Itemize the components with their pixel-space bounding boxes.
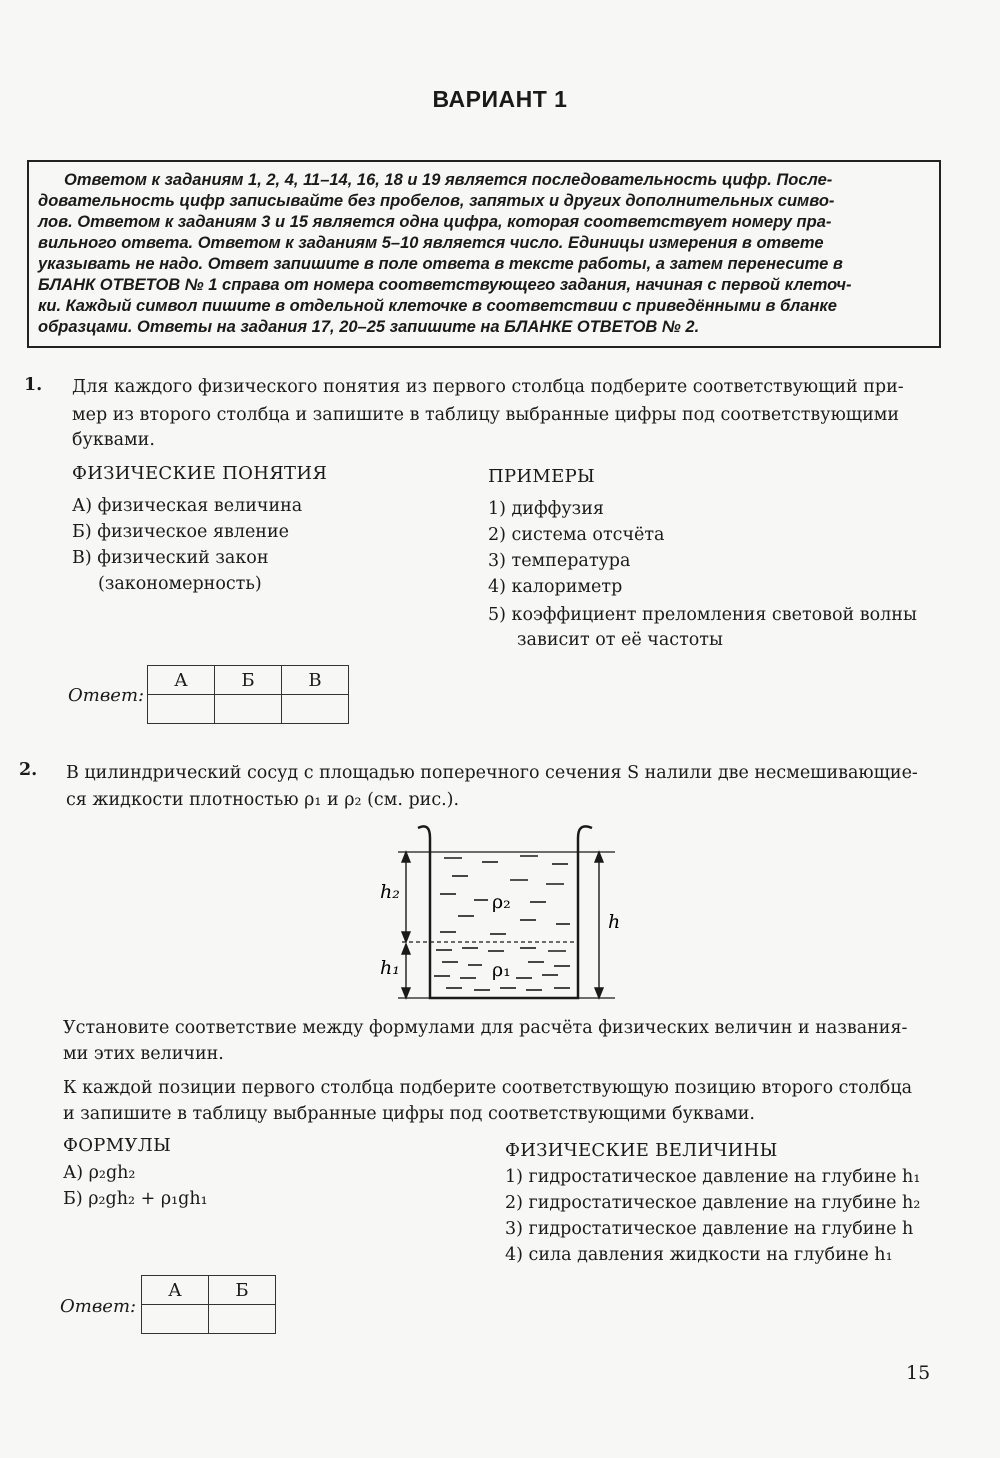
example-item: зависит от её частоты bbox=[517, 630, 723, 650]
answer-column-header: А bbox=[148, 666, 215, 695]
task-1-number: 1. bbox=[24, 375, 43, 395]
task-1-left-header: ФИЗИЧЕСКИЕ ПОНЯТИЯ bbox=[72, 463, 328, 484]
task-2-answer-table bbox=[141, 1275, 276, 1334]
answer-cell[interactable] bbox=[142, 1305, 209, 1334]
instructions-line: указывать не надо. Ответ запишите в поле ответа в тексте работы, а затем перенесите в bbox=[38, 255, 843, 273]
instructions-line: образцами. Ответы на задания 17, 20–25 запишите на БЛАНКЕ ОТВЕТОВ № 2. bbox=[38, 318, 700, 336]
instructions-line: довательность цифр записывайте без пробелов, запятых и других дополнительных симво- bbox=[38, 192, 835, 210]
answer-cell[interactable] bbox=[148, 695, 215, 724]
task-2-right-header: ФИЗИЧЕСКИЕ ВЕЛИЧИНЫ bbox=[505, 1140, 778, 1161]
rho2-label: ρ₂ bbox=[492, 891, 511, 913]
task-1-right-header: ПРИМЕРЫ bbox=[488, 466, 595, 487]
formula-item: А) ρ₂gh₂ bbox=[63, 1163, 136, 1183]
quantity-item: 3) гидростатическое давление на глубине h bbox=[505, 1219, 914, 1239]
task-1-text: мер из второго столбца и запишите в таблицу выбранные цифры под соответствующими bbox=[72, 405, 900, 425]
page-title: ВАРИАНТ 1 bbox=[432, 86, 568, 112]
vessel-diagram bbox=[370, 820, 640, 1010]
task-2-instruction: и запишите в таблицу выбранные цифры под соответствующими буквами. bbox=[63, 1104, 755, 1124]
task-1-answer-label: Ответ: bbox=[68, 685, 145, 706]
answer-cell[interactable] bbox=[215, 695, 282, 724]
formula-item: Б) ρ₂gh₂ + ρ₁gh₁ bbox=[63, 1189, 208, 1209]
quantity-item: 2) гидростатическое давление на глубине h₂ bbox=[505, 1193, 921, 1213]
rho1-label: ρ₁ bbox=[492, 959, 511, 981]
task-1-text: буквами. bbox=[72, 430, 155, 450]
instructions-line: Ответом к заданиям 1, 2, 4, 11–14, 16, 18 и 19 является последовательность цифр. После- bbox=[64, 171, 833, 189]
instructions-line: ки. Каждый символ пишите в отдельной клеточке в соответствии с приведёнными в бланке bbox=[38, 297, 837, 315]
answer-column-header: А bbox=[142, 1276, 209, 1305]
example-item: 4) калориметр bbox=[488, 577, 623, 597]
instructions-line: лов. Ответом к заданиям 3 и 15 является одна цифра, которая соответствует номеру пра- bbox=[38, 213, 832, 231]
task-2-left-header: ФОРМУЛЫ bbox=[63, 1135, 172, 1156]
task-2-answer-label: Ответ: bbox=[60, 1296, 137, 1317]
task-2-match-text: Установите соответствие между формулами для расчёта физических величин и названия- bbox=[63, 1018, 908, 1038]
example-item: 5) коэффициент преломления световой волны bbox=[488, 605, 917, 625]
task-2-intro: В цилиндрический сосуд с площадью поперечного сечения S налили две несмешивающие- bbox=[66, 763, 918, 783]
quantity-item: 1) гидростатическое давление на глубине h₁ bbox=[505, 1167, 921, 1187]
task-2-instruction: К каждой позиции первого столбца подберите соответствующую позицию второго столбца bbox=[63, 1078, 913, 1098]
page-number: 15 bbox=[906, 1362, 931, 1384]
answer-column-header: Б bbox=[215, 666, 282, 695]
h1-label: h₁ bbox=[380, 957, 400, 979]
task-2-match-text: ми этих величин. bbox=[63, 1044, 224, 1064]
example-item: 1) диффузия bbox=[488, 499, 604, 519]
concept-item: (закономерность) bbox=[98, 574, 262, 594]
example-item: 3) температура bbox=[488, 551, 631, 571]
instructions-line: вильного ответа. Ответом к заданиям 5–10 является число. Единицы измерения в ответе bbox=[38, 234, 824, 252]
concept-item: А) физическая величина bbox=[72, 496, 303, 516]
instructions-line: БЛАНК ОТВЕТОВ № 1 справа от номера соответствующего задания, начиная с первой клеточ- bbox=[38, 276, 852, 294]
task-2-number: 2. bbox=[19, 760, 38, 780]
concept-item: В) физический закон bbox=[72, 548, 269, 568]
task-1-text: Для каждого физического понятия из первого столбца подберите соответствующий при- bbox=[72, 377, 904, 397]
answer-column-header: В bbox=[282, 666, 349, 695]
quantity-item: 4) сила давления жидкости на глубине h₁ bbox=[505, 1245, 893, 1265]
h-label: h bbox=[608, 911, 621, 933]
answer-column-header: Б bbox=[209, 1276, 276, 1305]
example-item: 2) система отсчёта bbox=[488, 525, 665, 545]
answer-cell[interactable] bbox=[209, 1305, 276, 1334]
h2-label: h₂ bbox=[380, 881, 400, 903]
answer-cell[interactable] bbox=[282, 695, 349, 724]
task-1-answer-table bbox=[147, 665, 349, 724]
task-2-intro: ся жидкости плотностью ρ₁ и ρ₂ (см. рис.). bbox=[66, 790, 460, 810]
concept-item: Б) физическое явление bbox=[72, 522, 289, 542]
